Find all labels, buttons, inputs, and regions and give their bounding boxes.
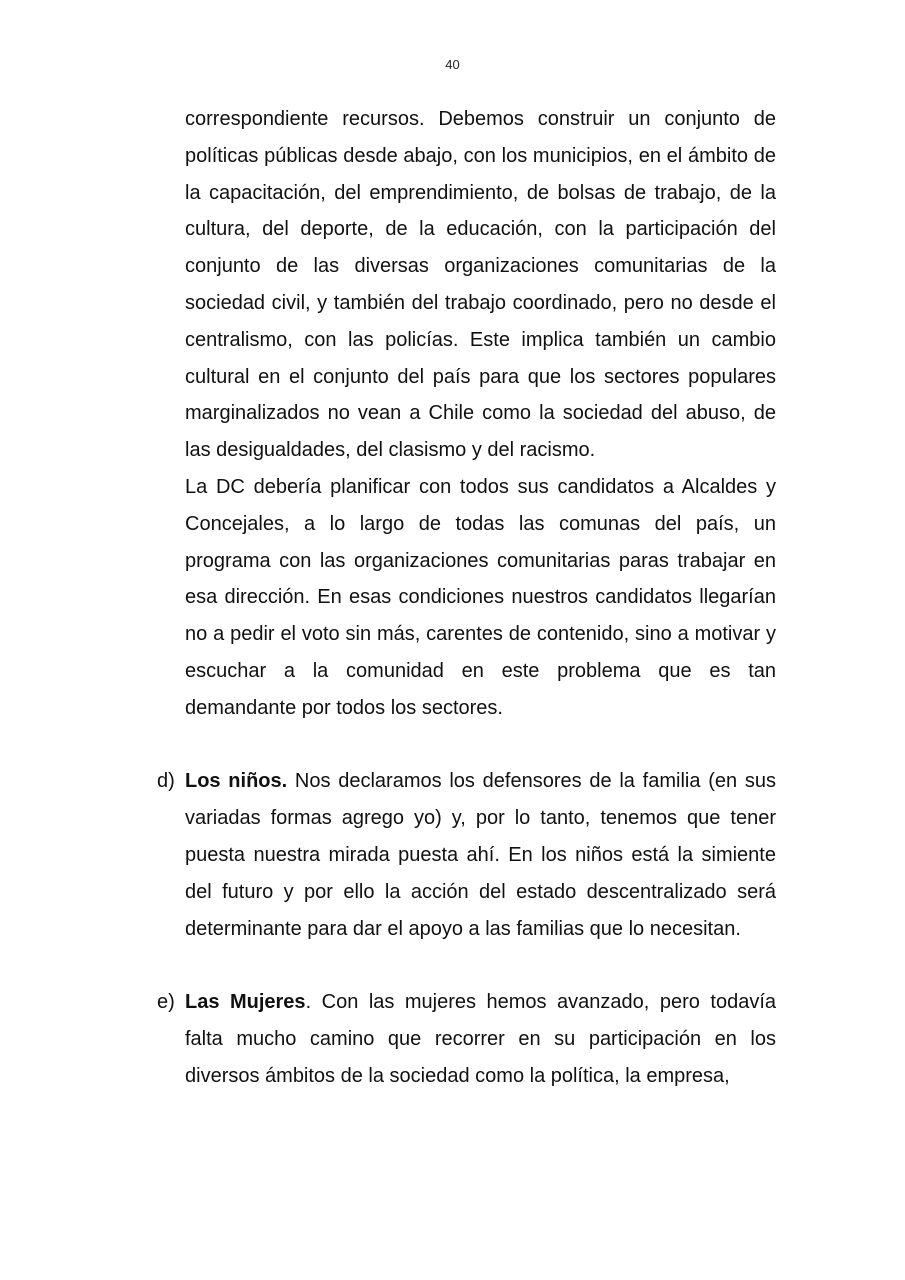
page-number: 40 [445,57,460,72]
list-marker: e) [157,991,175,1014]
paragraph-dc-program: La DC debería planificar con todos sus candidatos a Alcaldes y Concejales, a lo largo de todas las comunas del país, un programa con las organizaciones comunitarias paras trabajar en esa dirección. En esas condiciones nuestros candidatos llegarían no a pedir el voto sin más, carentes de contenido, sino a motivar y escuchar a la comunidad en este problema que es tan demandante por todos los sectores. [185,475,776,719]
list-marker: d) [157,770,175,793]
item-title-children: Los niños. [185,770,288,793]
list-item-women [157,984,776,1094]
list-item-children [157,763,776,947]
item-title-women: Las Mujeres [185,991,306,1014]
item-text-women: . Con las mujeres hemos avanzado, pero todavía falta mucho camino que recorrer en su participación en los diversos ámbitos de la sociedad como la política, la empresa, [185,991,776,1087]
document-body [157,101,776,1095]
paragraph-policies: correspondiente recursos. Debemos construir un conjunto de políticas públicas desde abajo, con los municipios, en el ámbito de la capacitación, del emprendimiento, de bolsas de trabajo, de la cultura, del deporte, de la educación, con la participación del conjunto de las diversas organizaciones comunitarias de la sociedad civil, y también del trabajo coordinado, pero no desde el centralismo, con las policías. Este implica también un cambio cultural en el conjunto del país para que los sectores populares marginalizados no vean a Chile como la sociedad del abuso, de las desigualdades, del clasismo y del racismo. [185,108,776,462]
item-text-children: Nos declaramos los defensores de la familia (en sus variadas formas agrego yo) y, por lo tanto, tenemos que tener puesta nuestra mirada puesta ahí. En los niños está la simiente del futuro y por ello la acción del estado descentralizado será determinante para dar el apoyo a las familias que lo necesitan. [185,770,776,940]
